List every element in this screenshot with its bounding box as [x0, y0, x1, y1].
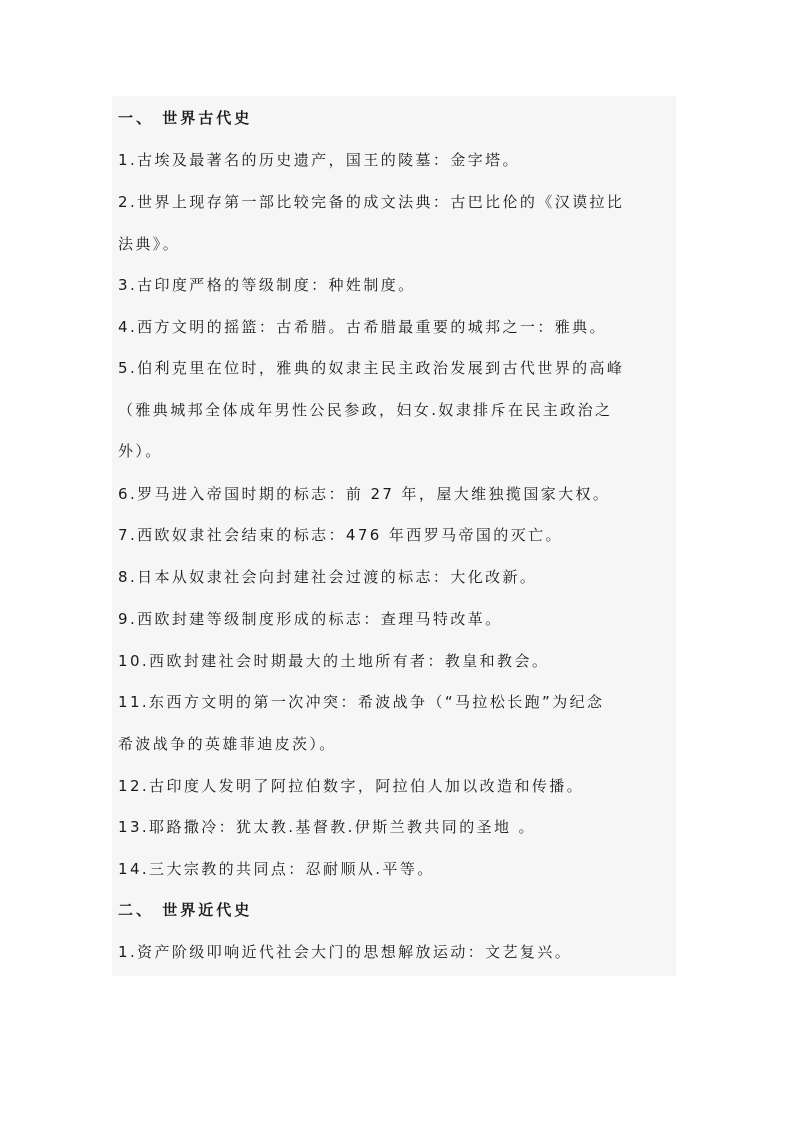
text-line: 6.罗马进入帝国时期的标志：前 27 年，屋大维独揽国家大权。	[118, 485, 611, 503]
text-line: 1.资产阶级叩响近代社会大门的思想解放运动：文艺复兴。	[118, 943, 573, 961]
text-line: 12.古印度人发明了阿拉伯数字，阿拉伯人加以改造和传播。	[118, 777, 585, 795]
text-line: 9.西欧封建等级制度形成的标志：查理马特改革。	[118, 610, 503, 628]
text-line: 8.日本从奴隶社会向封建社会过渡的标志：大化改新。	[118, 568, 538, 586]
text-line: 2.世界上现存第一部比较完备的成文法典：古巴比伦的《汉谟拉比	[118, 193, 625, 211]
text-line: 希波战争的英雄菲迪皮茨）。	[118, 735, 337, 753]
text-line: 13.耶路撒冷：犹太教.基督教.伊斯兰教共同的圣地 。	[118, 818, 536, 836]
text-line: 3.古印度严格的等级制度：种姓制度。	[118, 276, 416, 294]
text-line: 法典》。	[118, 235, 181, 253]
section-heading-modern-history: 二、 世界近代史	[118, 901, 253, 919]
text-line: 1.古埃及最著名的历史遗产，国王的陵墓：金字塔。	[118, 151, 520, 169]
section-heading-ancient-history: 一、 世界古代史	[118, 109, 253, 127]
text-line: 11.东西方文明的第一次冲突：希波战争（“马拉松长跑”为纪念	[118, 693, 605, 711]
text-line: 4.西方文明的摇篮：古希腊。古希腊最重要的城邦之一：雅典。	[118, 318, 607, 336]
text-line: （雅典城邦全体成年男性公民参政，妇女.奴隶排斥在民主政治之	[118, 401, 613, 419]
text-line: 10.西欧封建社会时期最大的土地所有者：教皇和教会。	[118, 652, 550, 670]
text-line: 5.伯利克里在位时，雅典的奴隶主民主政治发展到古代世界的高峰	[118, 359, 625, 377]
text-line: 外）。	[118, 442, 163, 460]
text-line: 14.三大宗教的共同点：忍耐顺从.平等。	[118, 860, 435, 878]
text-line: 7.西欧奴隶社会结束的标志：476 年西罗马帝国的灭亡。	[118, 526, 563, 544]
